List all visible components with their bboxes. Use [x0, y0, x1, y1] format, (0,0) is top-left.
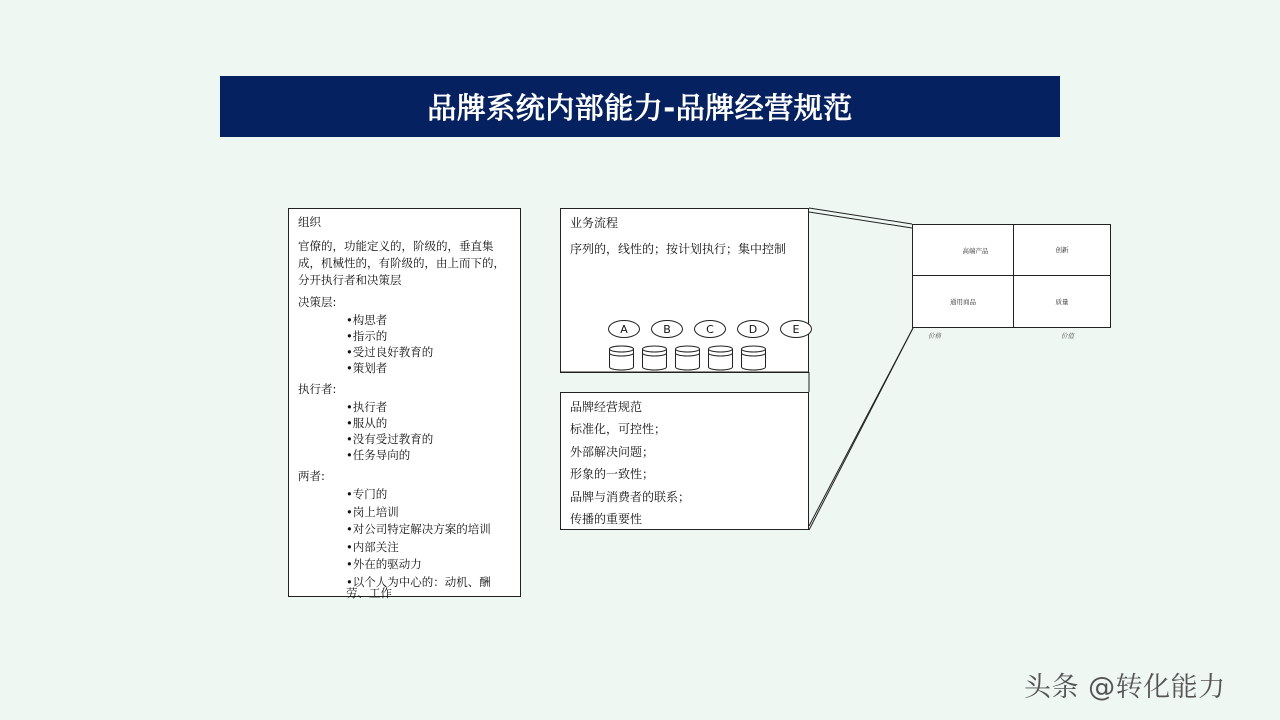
database-icon: [641, 345, 668, 371]
business-process-box: [560, 208, 809, 373]
matrix-cell: 质量: [1055, 298, 1069, 306]
list-item: • 以个人为中心的：动机、酬劳、工作: [346, 574, 511, 599]
matrix-cell: 创新: [1014, 225, 1110, 276]
list-item: 标准化，可控性；: [570, 422, 667, 437]
title-banner: [220, 76, 1060, 137]
org-section-list: [298, 312, 511, 376]
list-item: 外部解决问题；: [570, 444, 655, 459]
database-icon: [707, 345, 734, 371]
list-item: • 岗上培训: [346, 504, 511, 522]
process-node: C: [694, 320, 726, 338]
axis-label: 价值: [1061, 332, 1074, 340]
process-node-row: [608, 320, 812, 338]
list-item: • 没有受过教育的: [346, 431, 511, 447]
database-icon: [740, 345, 767, 371]
list-item: • 受过良好教育的: [346, 344, 511, 360]
org-heading: 组织: [298, 215, 321, 229]
positioning-matrix: [912, 224, 1111, 328]
business-description: 序列的，线性的；按计划执行；集中控制: [570, 242, 787, 256]
list-item: • 任务导向的: [346, 447, 511, 463]
process-node: D: [737, 320, 769, 338]
matrix-cell: 通用商品: [913, 276, 1014, 327]
list-item: 品牌与消费者的联系；: [570, 489, 691, 504]
org-section-label: 两者:: [298, 469, 325, 483]
watermark: 头条 @转化能力: [1024, 672, 1226, 703]
page-title: 品牌系统内部能力-品牌经营规范: [427, 91, 853, 125]
org-description: 官僚的，功能定义的，阶级的，垂直集成，机械性的，有阶级的，由上而下的，分开执行者和决策层: [298, 239, 505, 287]
database-row: [608, 345, 767, 371]
process-node: E: [780, 320, 812, 338]
org-section-label: 决策层:: [298, 295, 337, 309]
list-item: • 构思者: [346, 312, 511, 328]
process-node: B: [651, 320, 683, 338]
axis-label: 价格: [928, 332, 941, 340]
list-item: • 执行者: [346, 399, 511, 415]
brand-norms-box: [560, 392, 809, 530]
org-section-list: [298, 399, 511, 463]
list-item: • 外在的驱动力: [346, 556, 511, 574]
list-item: • 服从的: [346, 415, 511, 431]
list-item: • 策划者: [346, 360, 511, 376]
list-item: 传播的重要性: [570, 512, 643, 527]
org-section-list: [298, 486, 511, 599]
database-icon: [674, 345, 701, 371]
business-heading: 业务流程: [570, 216, 619, 230]
org-section-label: 执行者:: [298, 382, 337, 396]
list-item: • 内部关注: [346, 539, 511, 557]
list-item: 形象的一致性；: [570, 467, 655, 482]
brand-heading: 品牌经营规范: [570, 400, 643, 414]
process-node: A: [608, 320, 640, 338]
database-icon: [608, 345, 635, 371]
list-item: • 指示的: [346, 328, 511, 344]
matrix-cell: 高端产品: [913, 225, 1014, 276]
list-item: • 专门的: [346, 486, 511, 504]
org-box: [288, 208, 521, 600]
list-item: • 对公司特定解决方案的培训: [346, 521, 511, 539]
